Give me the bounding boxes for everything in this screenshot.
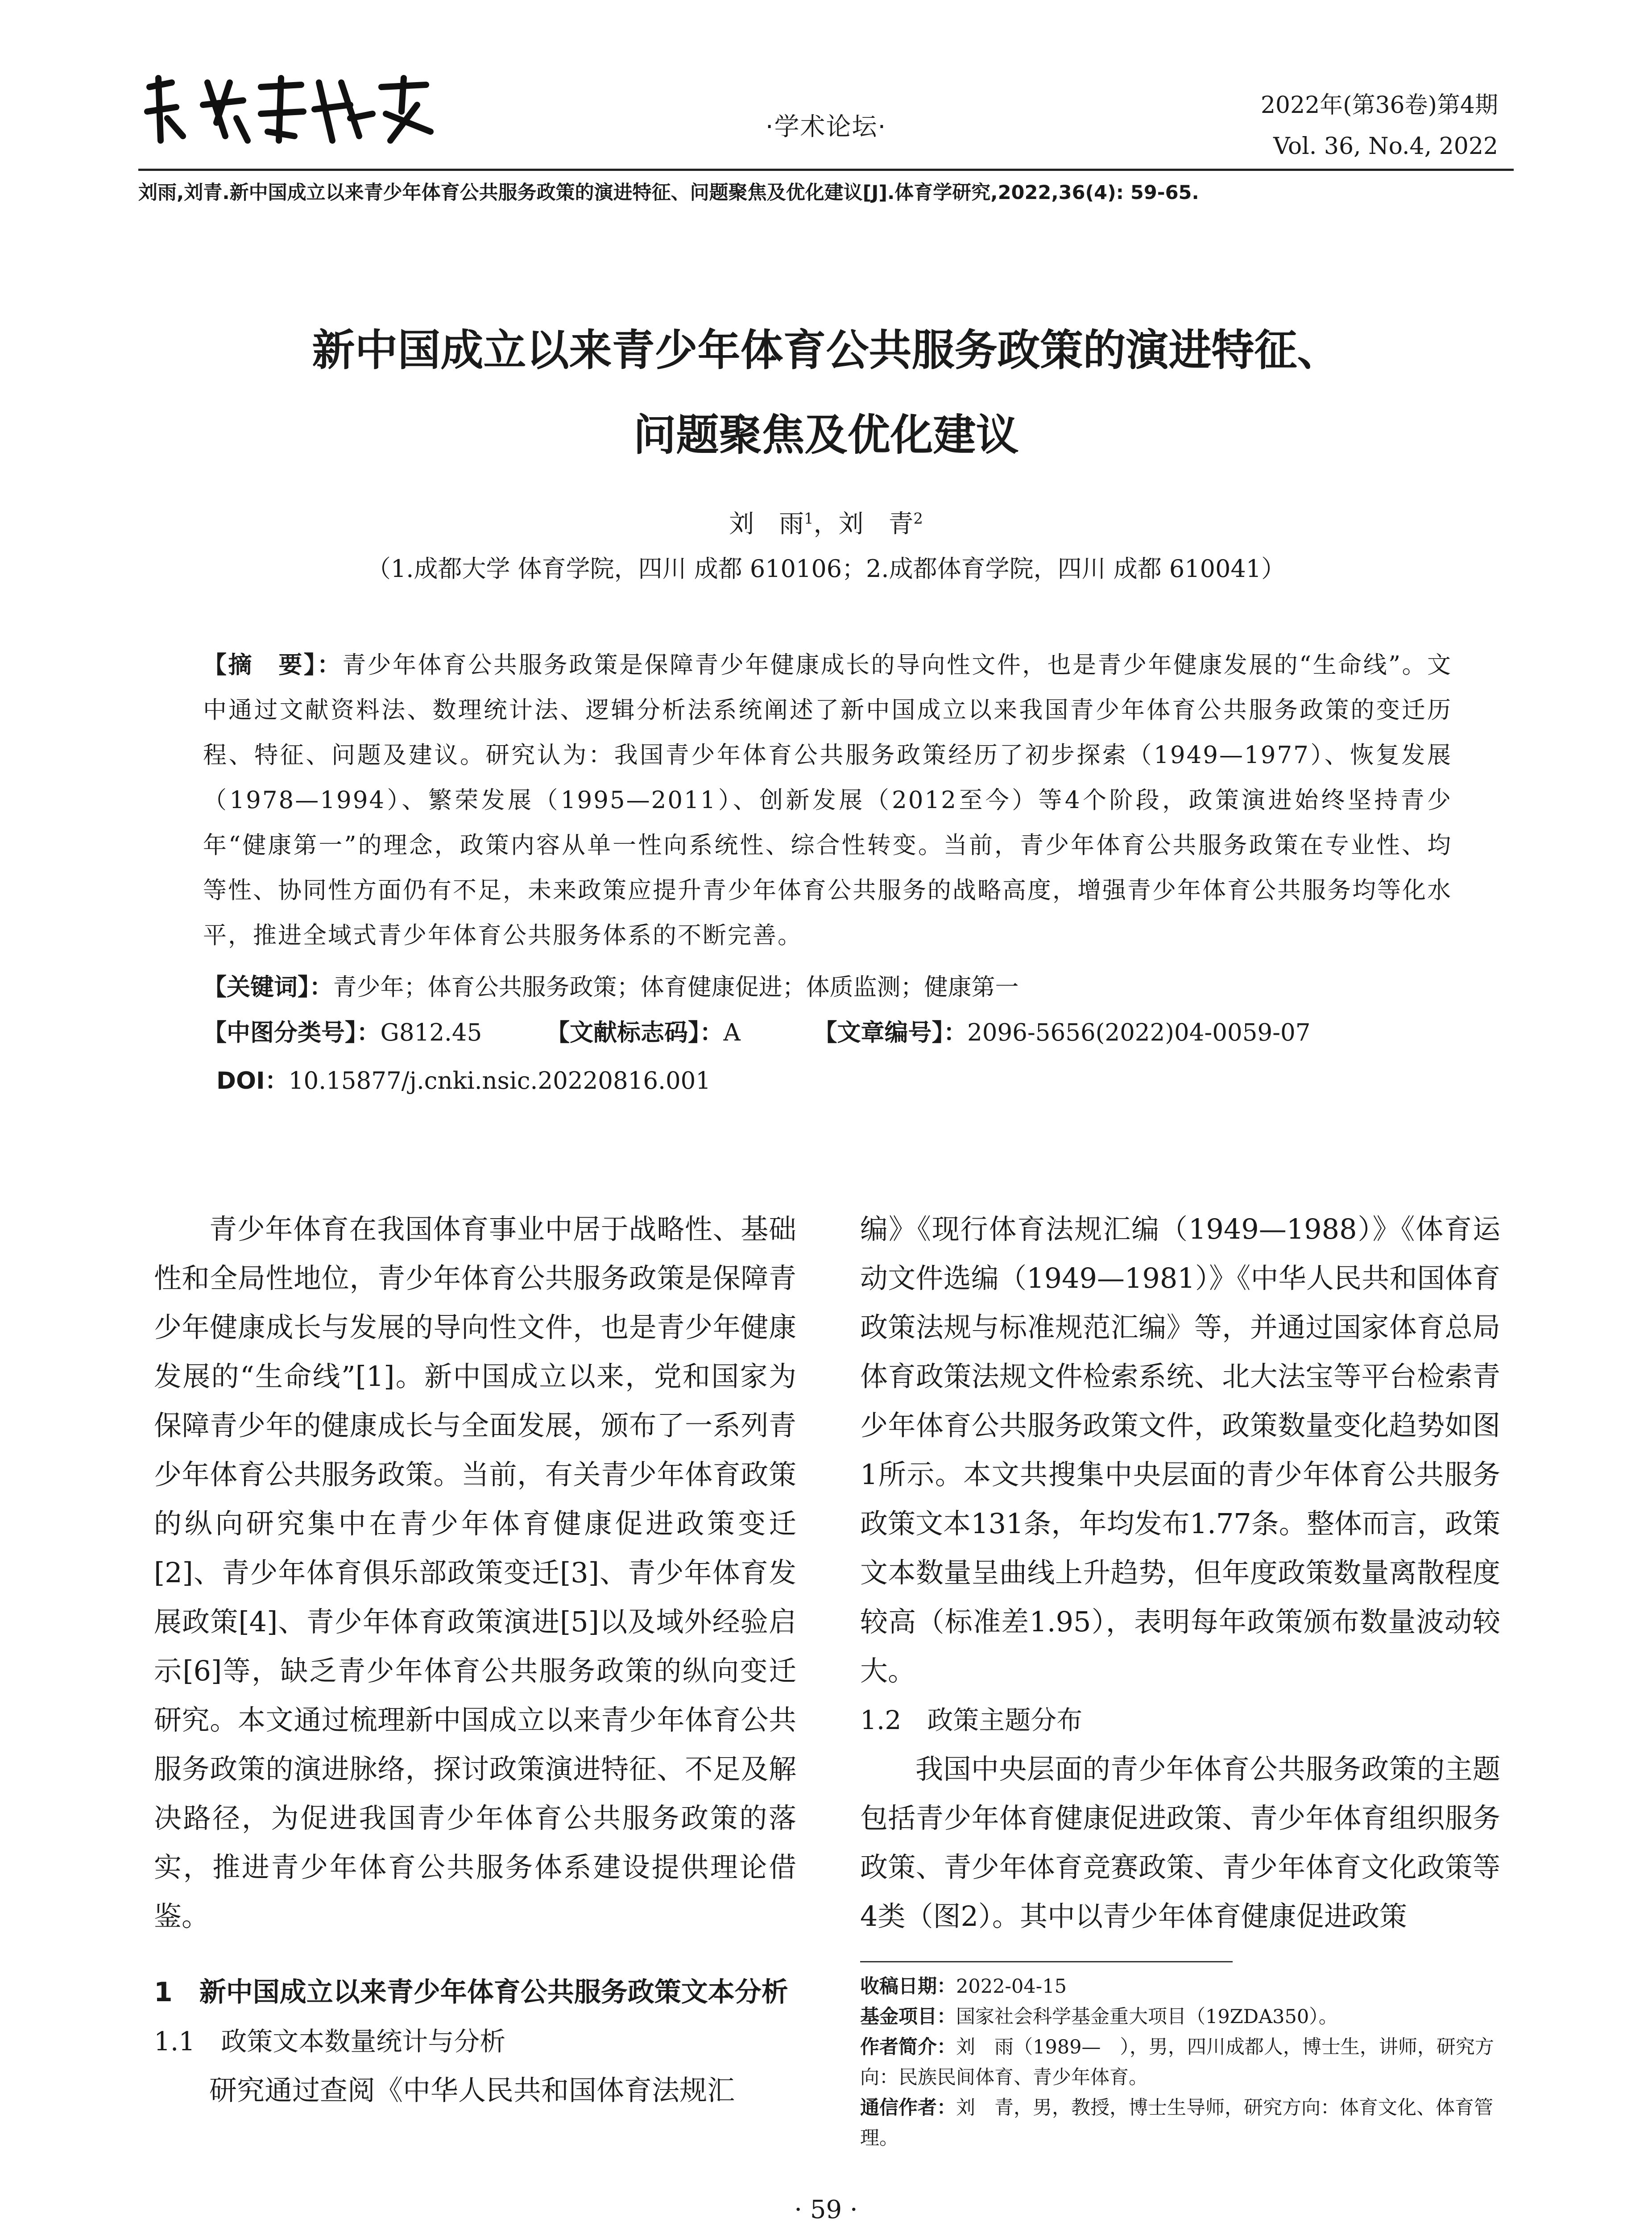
issue-en: Vol. 36, No.4, 2022 xyxy=(1273,133,1498,160)
section-1-2-paragraph: 我国中央层面的青少年体育公共服务政策的主题包括青少年体育健康促进政策、青少年体育组织服务政策、青少年体育竞赛政策、青少年体育文化政策等4类（图2）。其中以青少年体育健康促进政策 xyxy=(860,1753,1500,1932)
citation-line: 刘雨,刘青.新中国成立以来青少年体育公共服务政策的演进特征、问题聚焦及优化建议[J].体育学研究,2022,36(4): 59-65. xyxy=(138,182,1199,204)
clc-value: G812.45 xyxy=(380,1019,482,1046)
author-2: 刘 青 xyxy=(838,510,914,539)
keywords xyxy=(203,968,1019,1002)
doi-value: 10.15877/j.cnki.nsic.20220816.001 xyxy=(288,1067,711,1095)
authors xyxy=(0,504,1652,540)
doi-line xyxy=(216,1062,711,1096)
author-bio: 作者简介：刘 雨（1989— ），男，四川成都人，博士生，讲师，研究方向：民族民间体育、青少年体育。 xyxy=(860,2036,1494,2089)
section-1-1-paragraph-start: 研究通过查阅《中华人民共和国体育法规汇 xyxy=(209,2074,735,2107)
classification-line xyxy=(203,1014,1311,1048)
body-left-column xyxy=(154,1205,796,2115)
author-1-affil: 1 xyxy=(804,510,814,527)
abstract-label: 【摘 要】： xyxy=(203,651,343,679)
body-right-column xyxy=(860,1205,1500,1941)
title-line-2: 问题聚焦及优化建议 xyxy=(633,410,1019,460)
section-1-1-heading: 1.1 政策文本数量统计与分析 xyxy=(154,2026,506,2057)
section-1-2-heading: 1.2 政策主题分布 xyxy=(860,1705,1083,1735)
fund-info: 基金项目：国家社会科学基金重大项目（19ZDA350）。 xyxy=(860,2006,1338,2028)
section-tag: ·学术论坛· xyxy=(765,112,887,141)
clc-label: 【中图分类号】： xyxy=(203,1019,381,1046)
author-separator: ， xyxy=(813,510,839,539)
doc-code-value: A xyxy=(723,1019,741,1046)
title-line-1: 新中国成立以来青少年体育公共服务政策的演进特征、 xyxy=(312,325,1340,375)
intro-paragraph: 青少年体育在我国体育事业中居于战略性、基础性和全局性地位，青少年体育公共服务政策是保障青少年健康成长与发展的导向性文件，也是青少年健康发展的“生命线”[1]。新中国成立以来，党和国家为保障青少年的健康成长与全面发展，颁布了一系列青少年体育公共服务政策。当前，有关青少年体育政策的纵向研究集中在青少年体育健康促进政策变迁[2]、青少年体育俱乐部政策变迁[3]、青少年体育发展政策[4]、青少年体育政策演进[5]以及域外经验启示[6]等，缺乏青少年体育公共服务政策的纵向变迁研究。本文通过梳理新中国成立以来青少年体育公共服务政策的演进脉络，探讨政策演进特征、不足及解决路径，为促进我国青少年体育公共服务政策的落实，推进青少年体育公共服务体系建设提供理论借鉴。 xyxy=(154,1213,796,1932)
author-1: 刘 雨 xyxy=(729,510,804,539)
corresponding-author: 通信作者：刘 青，男，教授，博士生导师，研究方向：体育文化、体育管理。 xyxy=(860,2097,1493,2149)
affiliations: （1.成都大学 体育学院，四川 成都 610106；2.成都体育学院，四川 成都 610041） xyxy=(366,555,1286,583)
doc-code-label: 【文献标志码】： xyxy=(546,1019,724,1046)
abstract xyxy=(203,643,1452,958)
abstract-text: 青少年体育公共服务政策是保障青少年健康成长的导向性文件，也是青少年健康发展的“生命线”。文中通过文献资料法、数理统计法、逻辑分析法系统阐述了新中国成立以来我国青少年体育公共服务政策的变迁历程、特征、问题及建议。研究认为：我国青少年体育公共服务政策经历了初步探索（1949—1977）、恢复发展（1978—1994）、繁荣发展（1995—2011）、创新发展（2012至今）等4个阶段，政策演进始终坚持青少年“健康第一”的理念，政策内容从单一性向系统性、综合性转变。当前，青少年体育公共服务政策在专业性、均等性、协同性方面仍有不足，未来政策应提升青少年体育公共服务的战略高度，增强青少年体育公共服务均等化水平，推进全域式青少年体育公共服务体系的不断完善。 xyxy=(203,651,1452,949)
section-1-1-paragraph-cont: 编》《现行体育法规汇编（1949—1988）》《体育运动文件选编（1949—1981）》《中华人民共和国体育政策法规与标准规范汇编》等，并通过国家体育总局体育政策法规文件检索系统、北大法宝等平台检索青少年体育公共服务政策文件，政策数量变化趋势如图1所示。本文共搜集中央层面的青少年体育公共服务政策文本131条，年均发布1.77条。整体而言，政策文本数量呈曲线上升趋势，但年度政策数量离散程度较高（标准差1.95），表明每年政策颁布数量波动较大。 xyxy=(860,1213,1500,1687)
header-rule xyxy=(138,169,1514,171)
keywords-label: 【关键词】： xyxy=(203,974,333,1001)
issue-cn: 2022年(第36卷)第4期 xyxy=(1260,92,1498,119)
section-1-heading: 1 新中国成立以来青少年体育公共服务政策文本分析 xyxy=(154,1977,788,2008)
footnotes xyxy=(860,1971,1500,2153)
author-2-affil: 2 xyxy=(913,510,923,527)
article-id-label: 【文章编号】： xyxy=(813,1019,968,1046)
page-number: · 59 · xyxy=(794,2195,858,2224)
footnote-rule xyxy=(860,1961,1233,1962)
keywords-text: 青少年；体育公共服务政策；体育健康促进；体质监测；健康第一 xyxy=(333,974,1019,1001)
received-date: 收稿日期：2022-04-15 xyxy=(860,1975,1067,1998)
issue-info xyxy=(1261,85,1498,167)
article-id-value: 2096-5656(2022)04-0059-07 xyxy=(967,1019,1311,1046)
doi-label: DOI： xyxy=(216,1067,289,1095)
